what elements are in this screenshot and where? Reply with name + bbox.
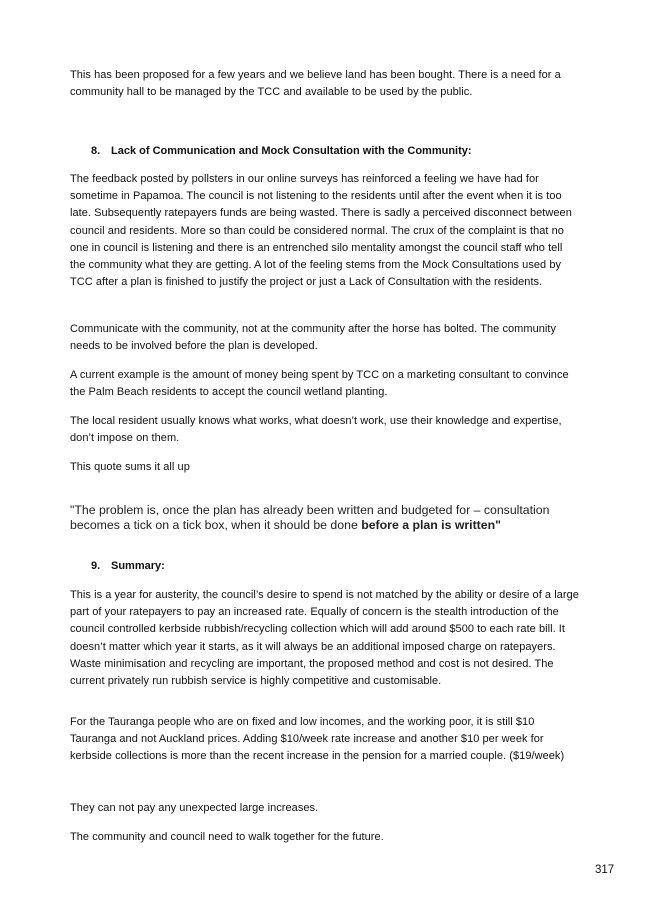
intro-paragraph: This has been proposed for a few years and we believe land has been bought. There is a need for a community hall to be managed by the TCC and available to be used by the public. [70, 69, 561, 99]
section-9-title: Summary: [111, 560, 165, 572]
quote-emphasis: before a plan is written" [361, 518, 501, 532]
section-9-heading [91, 560, 165, 572]
section-8-paragraph-4: The local resident usually knows what works, what doesn’t work, use their knowledge and expertise, don’t impose on them. [70, 415, 562, 445]
section-8-paragraph-2: Communicate with the community, not at the community after the horse has bolted. The community needs to be involved before the plan is developed. [70, 323, 557, 353]
section-9-paragraph-3: They can not pay any unexpected large increases. [70, 802, 319, 814]
section-8-paragraph-1: The feedback posted by pollsters in our online surveys has reinforced a feeling we have had for sometime in Papamoa. The council is not listening to the residents until after the event when it is too late. Subsequently ratepayers funds are being wasted. There is sadly a perceived disconnect between council and residents. More so than could be considered normal. The crux of the complaint is that no one in council is listening and there is an entrenched silo mentality amongst the council staff who tell the community what they are getting. A lot of the feeling stems from the Mock Consultations used by TCC after a plan is finished to justify the project or just a Lack of Consultation with the residents. [70, 173, 572, 289]
quote-text: "The problem is, once the plan has already been written and budgeted for – consultation becomes a tick on a tick box, when it should be done [70, 503, 550, 532]
section-8-title: Lack of Communication and Mock Consultation with the Community: [111, 145, 472, 157]
section-8-heading [91, 145, 472, 157]
section-9-number: 9. [91, 560, 101, 572]
section-8-paragraph-3: A current example is the amount of money being spent by TCC on a marketing consultant to convince the Palm Beach residents to accept the council wetland planting. [70, 369, 569, 399]
quote-block [70, 503, 590, 533]
section-9-paragraph-4: The community and council need to walk together for the future. [70, 831, 384, 843]
section-8-number: 8. [91, 145, 101, 157]
section-8-paragraph-5: This quote sums it all up [70, 461, 190, 473]
section-9-paragraph-1: This is a year for austerity, the council’s desire to spend is not matched by the ability or desire of a large part of your ratepayers to pay an increased rate. Equally of concern is the stealth introduction of the council controlled kerbside rubbish/recycling collection which will add around $500 to each rate bill. It doesn’t matter which year it starts, as it will always be an additional imposed charge on ratepayers. Waste minimisation and recycling are important, the proposed method and cost is not desired. The current privately run rubbish service is highly competitive and customisable. [70, 589, 579, 688]
page-number: 317 [595, 864, 615, 876]
section-9-paragraph-2: For the Tauranga people who are on fixed and low incomes, and the working poor, it is still $10 Tauranga and not Auckland prices. Adding $10/week rate increase and another $10 per week for kerbside collections is more than the recent increase in the pension for a married couple. ($19/week) [70, 716, 565, 763]
